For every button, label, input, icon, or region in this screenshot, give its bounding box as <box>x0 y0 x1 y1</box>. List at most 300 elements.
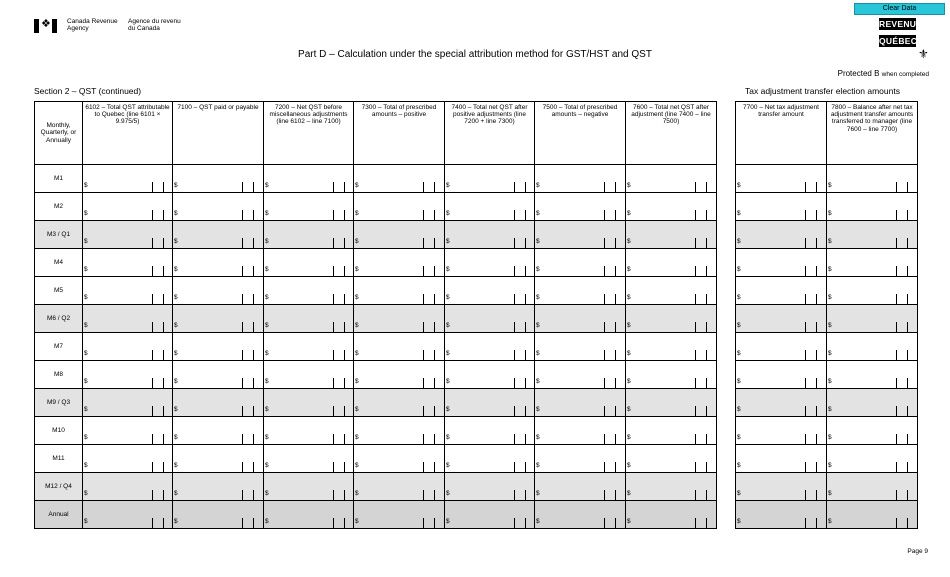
dollar-sign: $ <box>627 378 631 385</box>
dollar-sign: $ <box>536 238 540 245</box>
amount-field[interactable] <box>173 389 264 417</box>
amount-field[interactable] <box>827 501 918 529</box>
amount-field[interactable] <box>535 473 626 501</box>
cents-divider <box>907 406 908 416</box>
cents-divider <box>525 490 526 500</box>
amount-field[interactable] <box>736 333 827 361</box>
amount-field[interactable] <box>736 165 827 193</box>
amount-field[interactable] <box>445 221 535 249</box>
dollar-sign: $ <box>265 434 269 441</box>
table-row <box>736 221 918 249</box>
dollar-sign: $ <box>265 322 269 329</box>
cents-divider <box>344 210 345 220</box>
dollar-sign: $ <box>84 350 88 357</box>
amount-field[interactable] <box>827 361 918 389</box>
cents-divider <box>525 238 526 248</box>
dollar-sign: $ <box>84 490 88 497</box>
table-row <box>35 473 717 501</box>
cents-divider <box>907 350 908 360</box>
amount-field[interactable] <box>626 417 717 445</box>
amount-field[interactable] <box>264 165 354 193</box>
amount-field[interactable] <box>354 249 445 277</box>
cents-divider <box>344 266 345 276</box>
table-row <box>35 277 717 305</box>
agency-name-fr: Agence du revenu du Canada <box>128 18 181 32</box>
cents-divider <box>253 462 254 472</box>
dollar-sign: $ <box>536 350 540 357</box>
cents-divider <box>242 238 243 248</box>
amount-field[interactable] <box>173 277 264 305</box>
amount-field[interactable] <box>173 193 264 221</box>
amount-field[interactable] <box>354 165 445 193</box>
dollar-sign: $ <box>174 490 178 497</box>
dollar-sign: $ <box>828 378 832 385</box>
amount-field[interactable] <box>354 277 445 305</box>
amount-field[interactable] <box>83 333 173 361</box>
amount-field[interactable] <box>535 361 626 389</box>
cents-divider <box>525 434 526 444</box>
dollar-sign: $ <box>737 518 741 525</box>
amount-field[interactable] <box>173 501 264 529</box>
cents-divider <box>423 266 424 276</box>
amount-field[interactable] <box>354 501 445 529</box>
amount-field[interactable] <box>445 501 535 529</box>
table-row <box>35 193 717 221</box>
cents-divider <box>253 210 254 220</box>
amount-field[interactable] <box>736 473 827 501</box>
amount-field[interactable] <box>535 249 626 277</box>
amount-field[interactable] <box>173 165 264 193</box>
dollar-sign: $ <box>355 294 359 301</box>
cents-divider <box>242 518 243 528</box>
amount-field[interactable] <box>83 445 173 473</box>
amount-field[interactable] <box>626 389 717 417</box>
amount-field[interactable] <box>827 221 918 249</box>
amount-field[interactable] <box>83 193 173 221</box>
amount-field[interactable] <box>535 305 626 333</box>
cents-divider <box>253 434 254 444</box>
dollar-sign: $ <box>446 322 450 329</box>
cents-divider <box>896 490 897 500</box>
cents-divider <box>253 266 254 276</box>
amount-field[interactable] <box>827 165 918 193</box>
amount-field[interactable] <box>827 445 918 473</box>
amount-field[interactable] <box>626 473 717 501</box>
cents-divider <box>333 294 334 304</box>
amount-field[interactable] <box>264 277 354 305</box>
cents-divider <box>423 518 424 528</box>
amount-field[interactable] <box>626 193 717 221</box>
table-row <box>736 473 918 501</box>
cents-divider <box>907 378 908 388</box>
cents-divider <box>896 518 897 528</box>
amount-field[interactable] <box>83 305 173 333</box>
dollar-sign: $ <box>737 462 741 469</box>
cents-divider <box>333 210 334 220</box>
cents-divider <box>615 518 616 528</box>
dollar-sign: $ <box>355 182 359 189</box>
cents-divider <box>525 406 526 416</box>
amount-field[interactable] <box>445 333 535 361</box>
amount-field[interactable] <box>535 445 626 473</box>
amount-field[interactable] <box>535 501 626 529</box>
dollar-sign: $ <box>446 266 450 273</box>
cents-divider <box>344 434 345 444</box>
dollar-sign: $ <box>84 266 88 273</box>
cents-divider <box>163 434 164 444</box>
cents-divider <box>152 378 153 388</box>
amount-field[interactable] <box>736 361 827 389</box>
dollar-sign: $ <box>265 294 269 301</box>
amount-field[interactable] <box>354 333 445 361</box>
cents-divider <box>152 490 153 500</box>
dollar-sign: $ <box>265 210 269 217</box>
amount-field[interactable] <box>445 193 535 221</box>
cents-divider <box>434 490 435 500</box>
cents-divider <box>163 210 164 220</box>
cents-divider <box>604 266 605 276</box>
cents-divider <box>615 406 616 416</box>
dollar-sign: $ <box>627 266 631 273</box>
amount-field[interactable] <box>626 361 717 389</box>
fleur-de-lis-icon: ⚜ <box>918 47 929 61</box>
amount-field[interactable] <box>264 193 354 221</box>
agency-name-en: Canada Revenue Agency <box>67 18 118 32</box>
amount-field[interactable] <box>827 473 918 501</box>
cents-divider <box>896 350 897 360</box>
cents-divider <box>344 378 345 388</box>
table-row <box>35 221 717 249</box>
amount-field[interactable] <box>354 445 445 473</box>
amount-field[interactable] <box>626 305 717 333</box>
dollar-sign: $ <box>737 182 741 189</box>
dollar-sign: $ <box>174 266 178 273</box>
dollar-sign: $ <box>536 462 540 469</box>
cents-divider <box>163 322 164 332</box>
cents-divider <box>805 350 806 360</box>
amount-field[interactable] <box>83 473 173 501</box>
cents-divider <box>344 238 345 248</box>
amount-field[interactable] <box>264 389 354 417</box>
dollar-sign: $ <box>627 322 631 329</box>
amount-field[interactable] <box>354 305 445 333</box>
dollar-sign: $ <box>355 238 359 245</box>
cents-divider <box>514 406 515 416</box>
amount-field[interactable] <box>264 361 354 389</box>
amount-field[interactable] <box>626 501 717 529</box>
dollar-sign: $ <box>828 294 832 301</box>
cents-divider <box>525 182 526 192</box>
cents-divider <box>242 378 243 388</box>
dollar-sign: $ <box>536 294 540 301</box>
amount-field[interactable] <box>264 249 354 277</box>
amount-field[interactable] <box>827 193 918 221</box>
cents-divider <box>907 210 908 220</box>
amount-field[interactable] <box>83 277 173 305</box>
cents-divider <box>805 518 806 528</box>
dollar-sign: $ <box>627 182 631 189</box>
amount-field[interactable] <box>445 305 535 333</box>
clear-data-button[interactable]: Clear Data <box>854 3 945 15</box>
cents-divider <box>344 462 345 472</box>
cents-divider <box>805 182 806 192</box>
cents-divider <box>706 210 707 220</box>
cents-divider <box>423 238 424 248</box>
amount-field[interactable] <box>264 305 354 333</box>
amount-field[interactable] <box>264 445 354 473</box>
amount-field[interactable] <box>736 389 827 417</box>
dollar-sign: $ <box>536 322 540 329</box>
cents-divider <box>242 406 243 416</box>
cents-divider <box>434 210 435 220</box>
amount-field[interactable] <box>626 445 717 473</box>
amount-field[interactable] <box>626 333 717 361</box>
dollar-sign: $ <box>737 350 741 357</box>
amount-field[interactable] <box>445 473 535 501</box>
cents-divider <box>907 238 908 248</box>
amount-field[interactable] <box>354 417 445 445</box>
cents-divider <box>434 238 435 248</box>
amount-field[interactable] <box>445 389 535 417</box>
amount-field[interactable] <box>83 501 173 529</box>
cents-divider <box>896 294 897 304</box>
amount-field[interactable] <box>827 277 918 305</box>
dollar-sign: $ <box>84 406 88 413</box>
amount-field[interactable] <box>83 361 173 389</box>
amount-field[interactable] <box>173 249 264 277</box>
revenu-quebec-logo: REVENU QUÉBEC ⚜ <box>879 19 929 61</box>
table-row <box>736 305 918 333</box>
amount-field[interactable] <box>827 333 918 361</box>
amount-field[interactable] <box>535 333 626 361</box>
amount-field[interactable] <box>736 193 827 221</box>
amount-field[interactable] <box>736 445 827 473</box>
dollar-sign: $ <box>355 378 359 385</box>
amount-field[interactable] <box>445 277 535 305</box>
amount-field[interactable] <box>83 165 173 193</box>
cents-divider <box>604 294 605 304</box>
amount-field[interactable] <box>173 333 264 361</box>
amount-field[interactable] <box>264 473 354 501</box>
dollar-sign: $ <box>265 462 269 469</box>
amount-field[interactable] <box>535 389 626 417</box>
cents-divider <box>163 238 164 248</box>
cents-divider <box>525 294 526 304</box>
amount-field[interactable] <box>264 221 354 249</box>
amount-field[interactable] <box>827 389 918 417</box>
amount-field[interactable] <box>264 501 354 529</box>
amount-field[interactable] <box>173 305 264 333</box>
dollar-sign: $ <box>536 210 540 217</box>
amount-field[interactable] <box>736 249 827 277</box>
cents-divider <box>695 406 696 416</box>
cents-divider <box>706 406 707 416</box>
cents-divider <box>525 322 526 332</box>
cents-divider <box>344 350 345 360</box>
table-row <box>35 389 717 417</box>
amount-field[interactable] <box>445 165 535 193</box>
column-header-7500: 7500 – Total of prescribed amounts – negative <box>535 102 626 165</box>
dollar-sign: $ <box>174 462 178 469</box>
amount-field[interactable] <box>535 193 626 221</box>
cents-divider <box>514 182 515 192</box>
amount-field[interactable] <box>264 333 354 361</box>
section-title: Section 2 – QST (continued) <box>34 86 142 96</box>
dollar-sign: $ <box>355 490 359 497</box>
cents-divider <box>604 378 605 388</box>
amount-field[interactable] <box>173 445 264 473</box>
cents-divider <box>525 266 526 276</box>
page-title: Part D – Calculation under the special attribution method for GST/HST and QST <box>298 49 652 60</box>
cents-divider <box>805 238 806 248</box>
amount-field[interactable] <box>535 417 626 445</box>
amount-field[interactable] <box>736 305 827 333</box>
amount-field[interactable] <box>736 417 827 445</box>
dollar-sign: $ <box>174 434 178 441</box>
dollar-sign: $ <box>737 266 741 273</box>
dollar-sign: $ <box>265 378 269 385</box>
dollar-sign: $ <box>84 210 88 217</box>
cents-divider <box>242 490 243 500</box>
cents-divider <box>242 434 243 444</box>
amount-field[interactable] <box>173 361 264 389</box>
amount-field[interactable] <box>626 277 717 305</box>
amount-field[interactable] <box>173 473 264 501</box>
dollar-sign: $ <box>265 406 269 413</box>
amount-field[interactable] <box>535 277 626 305</box>
table-row <box>35 501 717 529</box>
amount-field[interactable] <box>736 221 827 249</box>
amount-field[interactable] <box>83 249 173 277</box>
cents-divider <box>695 238 696 248</box>
dollar-sign: $ <box>355 266 359 273</box>
cents-divider <box>695 490 696 500</box>
amount-field[interactable] <box>736 277 827 305</box>
table-row <box>35 305 717 333</box>
amount-field[interactable] <box>827 417 918 445</box>
amount-field[interactable] <box>83 417 173 445</box>
amount-field[interactable] <box>83 221 173 249</box>
dollar-sign: $ <box>355 434 359 441</box>
cents-divider <box>514 378 515 388</box>
dollar-sign: $ <box>737 406 741 413</box>
amount-field[interactable] <box>354 473 445 501</box>
cents-divider <box>695 434 696 444</box>
column-header-7100: 7100 – QST paid or payable <box>173 102 264 165</box>
dollar-sign: $ <box>536 378 540 385</box>
dollar-sign: $ <box>737 294 741 301</box>
period-label: M3 / Q1 <box>35 221 83 249</box>
dollar-sign: $ <box>737 238 741 245</box>
amount-field[interactable] <box>445 445 535 473</box>
cents-divider <box>615 350 616 360</box>
cents-divider <box>152 266 153 276</box>
amount-field[interactable] <box>445 361 535 389</box>
dollar-sign: $ <box>536 518 540 525</box>
table-row <box>736 501 918 529</box>
amount-field[interactable] <box>626 221 717 249</box>
dollar-sign: $ <box>828 322 832 329</box>
dollar-sign: $ <box>536 406 540 413</box>
cents-divider <box>344 490 345 500</box>
cents-divider <box>615 210 616 220</box>
cents-divider <box>525 462 526 472</box>
amount-field[interactable] <box>354 389 445 417</box>
dollar-sign: $ <box>355 322 359 329</box>
cents-divider <box>907 182 908 192</box>
cents-divider <box>816 462 817 472</box>
period-label: M8 <box>35 361 83 389</box>
cents-divider <box>434 322 435 332</box>
amount-field[interactable] <box>354 361 445 389</box>
amount-field[interactable] <box>626 249 717 277</box>
column-header-7400: 7400 – Total net QST after positive adjustments (line 7200 + line 7300) <box>445 102 535 165</box>
dollar-sign: $ <box>84 462 88 469</box>
dollar-sign: $ <box>627 518 631 525</box>
cents-divider <box>805 490 806 500</box>
amount-field[interactable] <box>83 389 173 417</box>
cents-divider <box>163 406 164 416</box>
amount-field[interactable] <box>173 417 264 445</box>
cents-divider <box>907 518 908 528</box>
dollar-sign: $ <box>355 350 359 357</box>
amount-field[interactable] <box>173 221 264 249</box>
table-row <box>736 417 918 445</box>
amount-field[interactable] <box>445 249 535 277</box>
amount-field[interactable] <box>535 165 626 193</box>
table-row <box>736 165 918 193</box>
cents-divider <box>816 406 817 416</box>
amount-field[interactable] <box>535 221 626 249</box>
cents-divider <box>333 182 334 192</box>
cents-divider <box>706 238 707 248</box>
cents-divider <box>805 434 806 444</box>
amount-field[interactable] <box>827 249 918 277</box>
dollar-sign: $ <box>174 406 178 413</box>
amount-field[interactable] <box>626 165 717 193</box>
dollar-sign: $ <box>446 294 450 301</box>
cents-divider <box>615 322 616 332</box>
amount-field[interactable] <box>827 305 918 333</box>
amount-field[interactable] <box>445 417 535 445</box>
dollar-sign: $ <box>446 518 450 525</box>
cents-divider <box>604 238 605 248</box>
dollar-sign: $ <box>265 238 269 245</box>
cents-divider <box>816 266 817 276</box>
amount-field[interactable] <box>264 417 354 445</box>
cents-divider <box>805 210 806 220</box>
amount-field[interactable] <box>354 221 445 249</box>
cents-divider <box>163 462 164 472</box>
cents-divider <box>152 434 153 444</box>
dollar-sign: $ <box>737 490 741 497</box>
cents-divider <box>434 434 435 444</box>
dollar-sign: $ <box>174 350 178 357</box>
amount-field[interactable] <box>736 501 827 529</box>
amount-field[interactable] <box>354 193 445 221</box>
cents-divider <box>896 182 897 192</box>
cents-divider <box>514 210 515 220</box>
dollar-sign: $ <box>828 350 832 357</box>
dollar-sign: $ <box>446 182 450 189</box>
cents-divider <box>695 294 696 304</box>
cents-divider <box>163 518 164 528</box>
dollar-sign: $ <box>828 182 832 189</box>
cents-divider <box>253 490 254 500</box>
cents-divider <box>242 462 243 472</box>
dollar-sign: $ <box>174 378 178 385</box>
cents-divider <box>423 462 424 472</box>
